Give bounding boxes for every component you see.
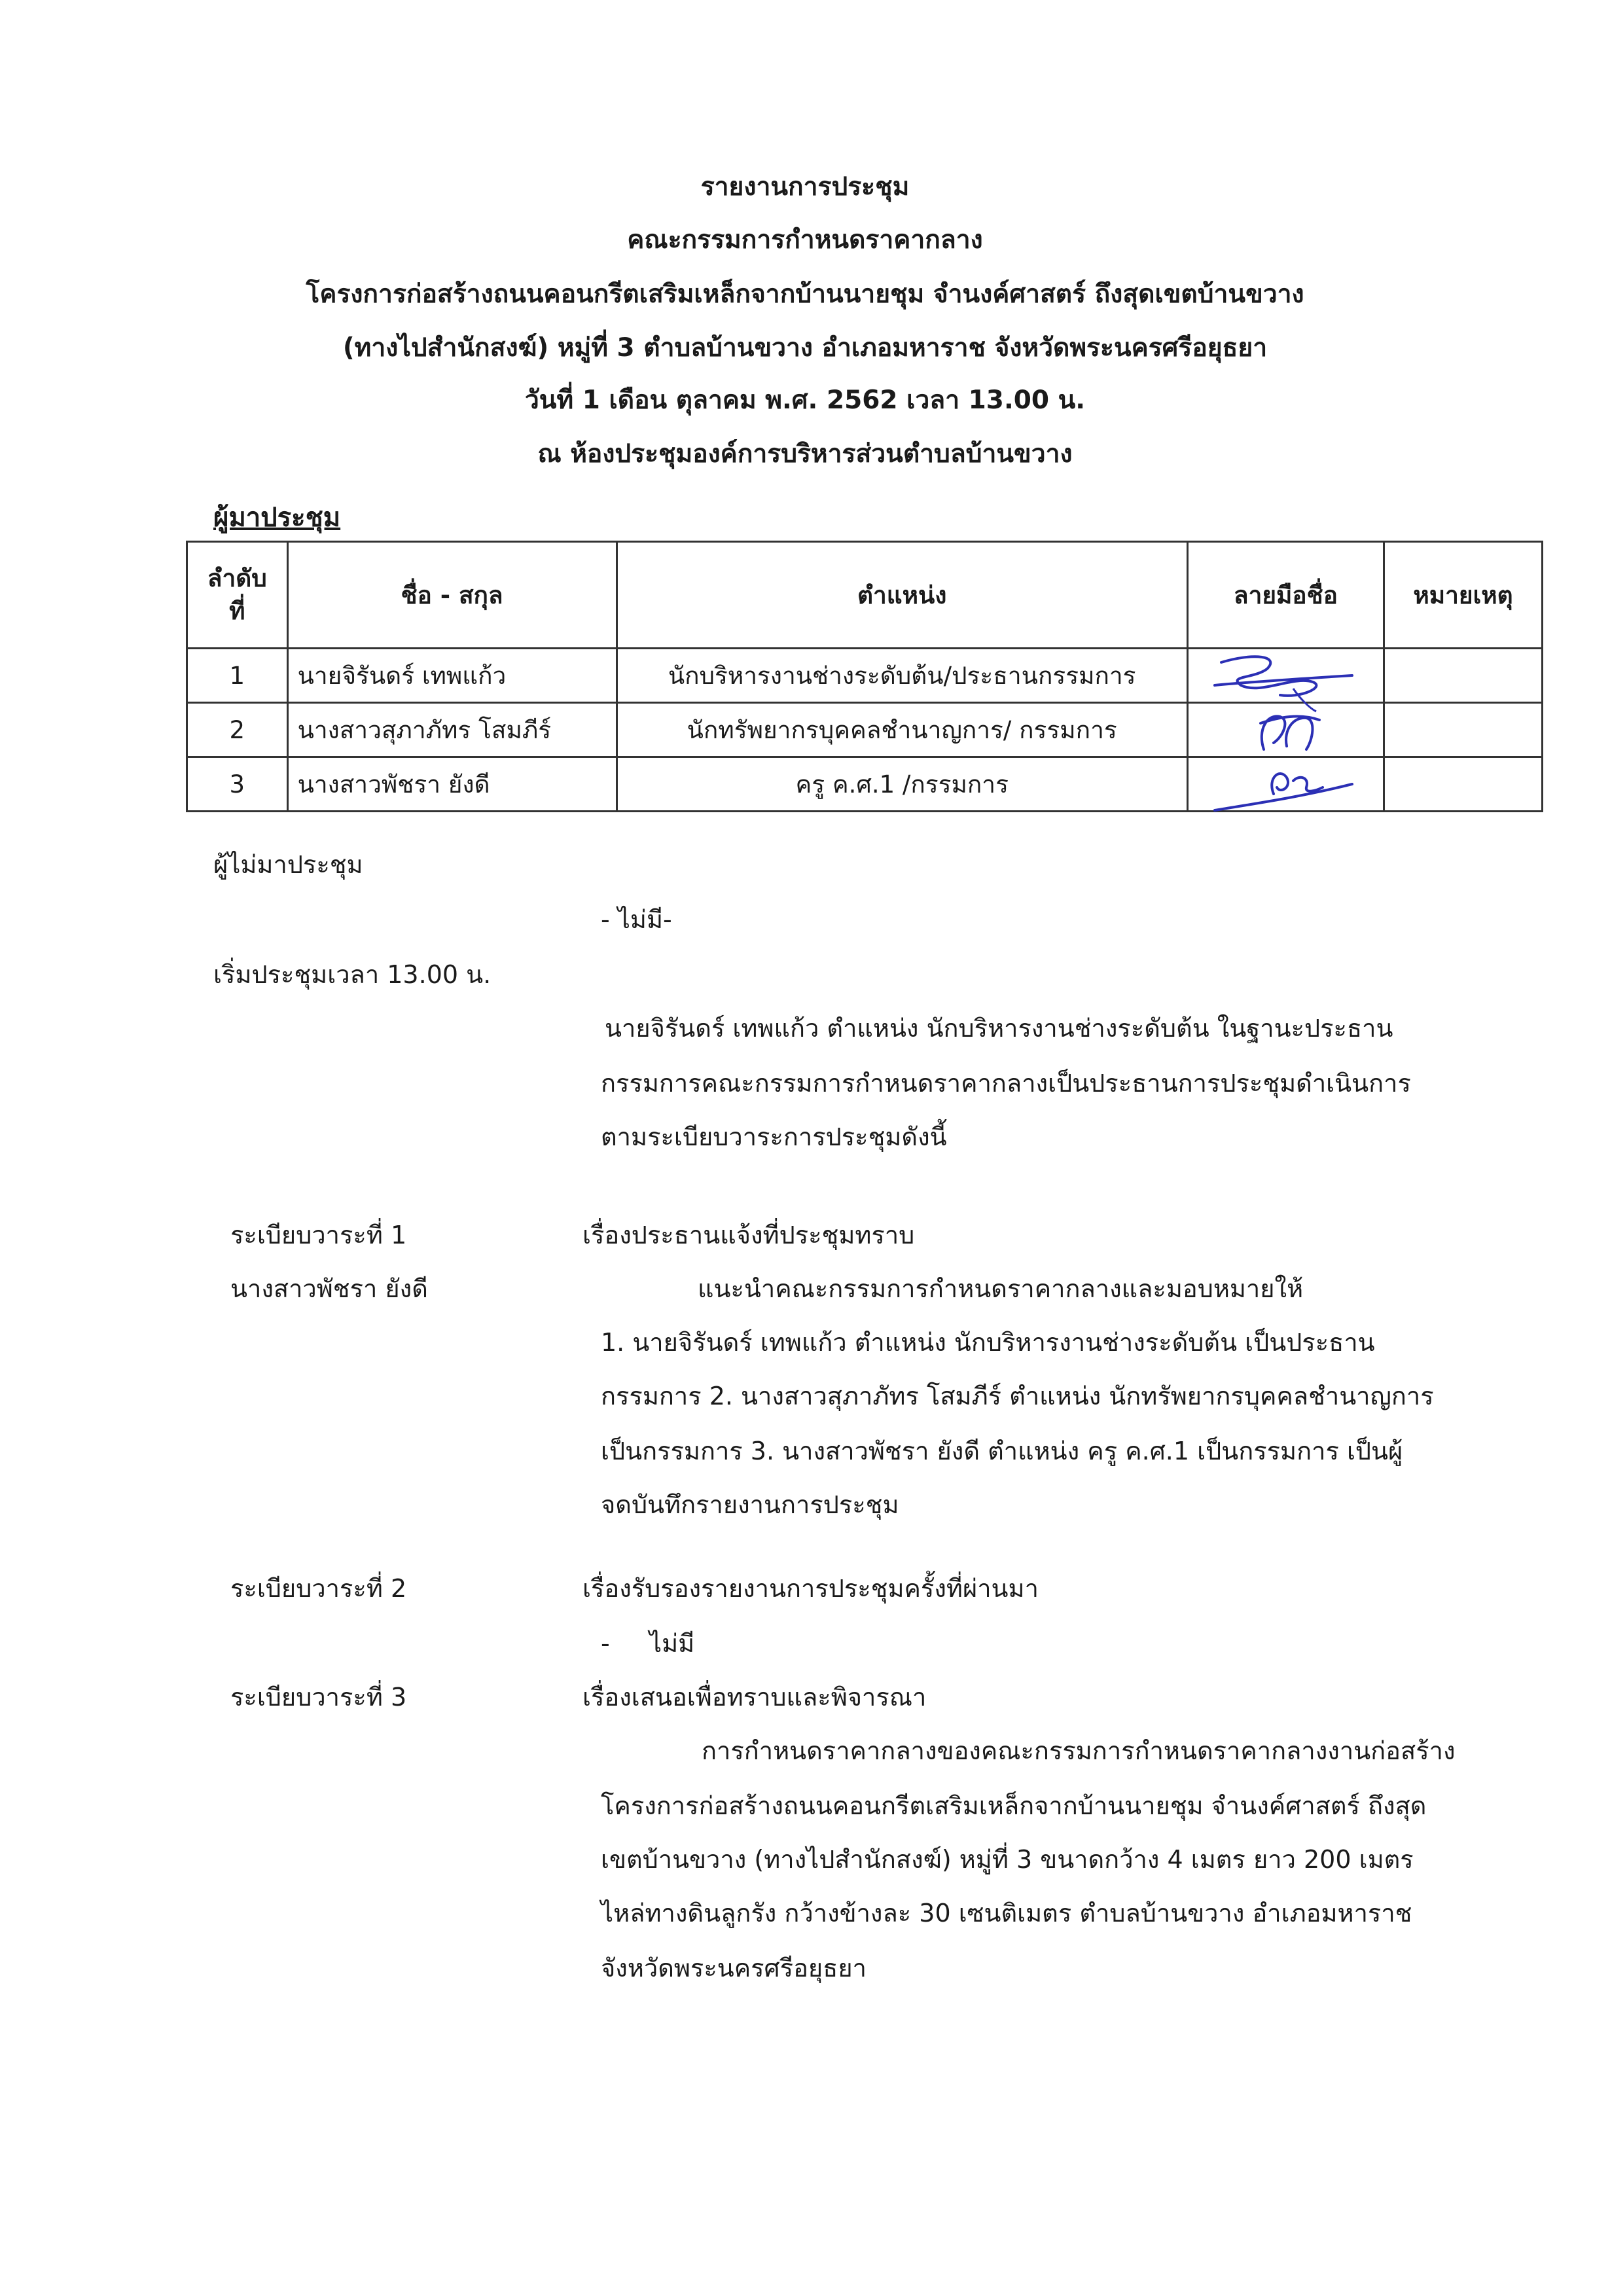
handwritten-signature-1 [1202,649,1359,703]
agenda3-line: การกำหนดราคากลางของคณะกรรมการกำหนดราคากลางงานก่อสร้าง [702,1736,1456,1765]
agenda1-speaker: นางสาวพัชรา ยังดี [230,1274,428,1303]
agenda2-topic: เรื่องรับรองรายงานการประชุมครั้งที่ผ่านมา [582,1574,1039,1603]
agenda3-line: จังหวัดพระนครศรีอยุธยา [601,1954,867,1982]
row-position: นักบริหารงานช่างระดับต้น/ประธานกรรมการ [617,649,1187,703]
row-note [1384,703,1543,757]
start-paragraph-line: ตามระเบียบวาระการประชุมดังนี้ [601,1122,947,1151]
agenda1-line: จดบันทึกรายงานการประชุม [601,1490,899,1519]
col-header-position: ตำแหน่ง [617,542,1187,649]
agenda1-line: 1. นายจิรันดร์ เทพแก้ว ตำแหน่ง นักบริหารงานช่างระดับต้น เป็นประธาน [601,1328,1375,1357]
attendees-table [186,541,1543,812]
col-header-no [187,542,288,649]
table-header-row [187,542,1543,649]
table-row [187,757,1543,812]
attendees-heading: ผู้มาประชุม [213,503,341,533]
project-title-line1: โครงการก่อสร้างถนนคอนกรีตเสริมเหล็กจากบ้านนายชุม จำนงค์ศาสตร์ ถึงสุดเขตบ้านขวาง [306,279,1304,309]
table-row [187,649,1543,703]
committee-title: คณะกรรมการกำหนดราคากลาง [627,225,983,255]
handwritten-signature-2 [1202,704,1359,757]
col-header-note: หมายเหตุ [1384,542,1543,649]
row-signature-cell [1187,649,1384,703]
agenda2-dash: - [601,1629,610,1658]
meeting-venue: ณ ห้องประชุมองค์การบริหารส่วนตำบลบ้านขวาง [537,439,1073,469]
table-row [187,703,1543,757]
col-header-no-line1: ลำดับ [207,564,267,593]
row-signature-cell [1187,757,1384,812]
agenda1-line: แนะนำคณะกรรมการกำหนดราคากลางและมอบหมายให้ [698,1274,1304,1303]
start-label: เริ่มประชุมเวลา 13.00 น. [213,960,492,989]
row-no: 3 [187,757,288,812]
agenda3-line: เขตบ้านขวาง (ทางไปสำนักสงฆ์) หมู่ที่ 3 ขนาดกว้าง 4 เมตร ยาว 200 เมตร [601,1845,1414,1874]
project-title-line2: (ทางไปสำนักสงฆ์) หมู่ที่ 3 ตำบลบ้านขวาง อำเภอมหาราช จังหวัดพระนครศรีอยุธยา [342,333,1268,363]
agenda1-line: กรรมการ 2. นางสาวสุภาภัทร โสมภีร์ ตำแหน่ง นักทรัพยากรบุคคลชำนาญการ [601,1382,1434,1410]
row-name: นางสาวสุภาภัทร โสมภีร์ [287,703,617,757]
col-header-signature: ลายมือชื่อ [1187,542,1384,649]
agenda2-value: ไม่มี [649,1629,695,1658]
agenda3-label: ระเบียบวาระที่ 3 [230,1683,407,1712]
start-paragraph-line: กรรมการคณะกรรมการกำหนดราคากลางเป็นประธานการประชุมดำเนินการ [601,1069,1411,1098]
meeting-date: วันที่ 1 เดือน ตุลาคม พ.ศ. 2562 เวลา 13.00 น. [524,386,1086,415]
row-name: นายจิรันดร์ เทพแก้ว [287,649,617,703]
row-note [1384,757,1543,812]
agenda2-label: ระเบียบวาระที่ 2 [230,1574,407,1603]
start-paragraph-line: นายจิรันดร์ เทพแก้ว ตำแหน่ง นักบริหารงานช่างระดับต้น ในฐานะประธาน [605,1014,1393,1043]
row-no: 1 [187,649,288,703]
row-note [1384,649,1543,703]
agenda3-topic: เรื่องเสนอเพื่อทราบและพิจารณา [582,1683,927,1712]
absent-label: ผู้ไม่มาประชุม [213,850,363,879]
row-position: ครู ค.ศ.1 /กรรมการ [617,757,1187,812]
handwritten-signature-3 [1202,758,1359,812]
report-title: รายงานการประชุม [700,172,910,202]
col-header-name: ชื่อ - สกุล [287,542,617,649]
row-signature-cell [1187,703,1384,757]
col-header-no-line2: ที่ [229,597,245,625]
agenda3-line: โครงการก่อสร้างถนนคอนกรีตเสริมเหล็กจากบ้านนายชุม จำนงค์ศาสตร์ ถึงสุด [601,1791,1427,1820]
agenda1-topic: เรื่องประธานแจ้งที่ประชุมทราบ [582,1221,915,1249]
agenda3-line: ไหล่ทางดินลูกรัง กว้างข้างละ 30 เซนติเมตร ตำบลบ้านขวาง อำเภอมหาราช [601,1899,1412,1928]
agenda1-line: เป็นกรรมการ 3. นางสาวพัชรา ยังดี ตำแหน่ง ครู ค.ศ.1 เป็นกรรมการ เป็นผู้ [601,1437,1403,1465]
row-name: นางสาวพัชรา ยังดี [287,757,617,812]
row-no: 2 [187,703,288,757]
agenda1-label: ระเบียบวาระที่ 1 [230,1221,407,1249]
absent-value: - ไม่มี- [601,905,672,934]
row-position: นักทรัพยากรบุคคลชำนาญการ/ กรรมการ [617,703,1187,757]
